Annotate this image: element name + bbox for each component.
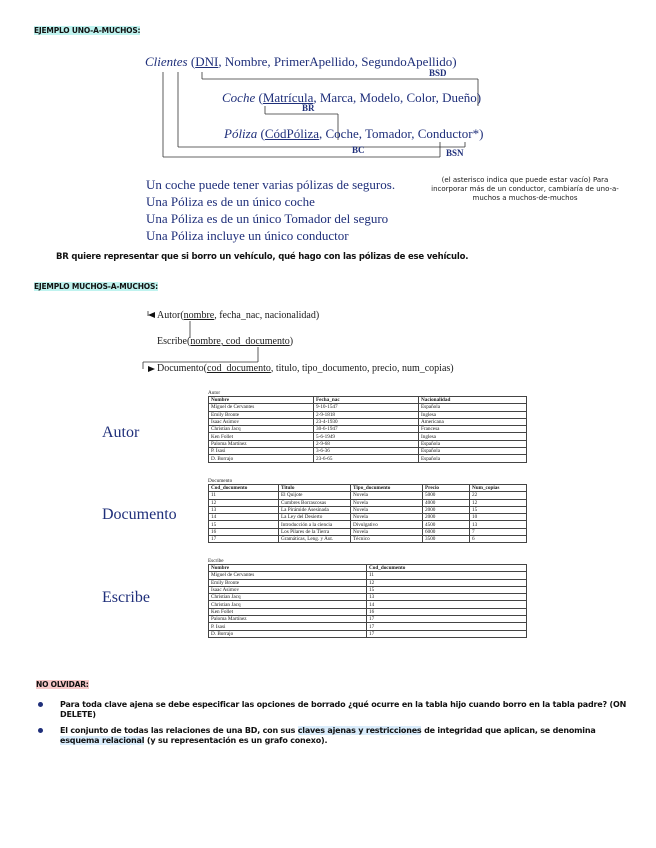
- table-cell: Novela: [351, 506, 423, 513]
- attributes: , Marca, Modelo, Color, Dueño): [313, 90, 482, 105]
- table-cell: 17: [367, 623, 527, 630]
- table-cell: Emily Bronte: [209, 411, 314, 418]
- attributes: , Coche, Tomador, Conductor*): [319, 126, 484, 141]
- table-cell: Miguel de Cervantes: [209, 404, 314, 411]
- heading-no-olvidar: NO OLVIDAR:: [36, 680, 89, 689]
- table-cell: 12: [367, 579, 527, 586]
- table-name: Documento(: [157, 363, 207, 374]
- column-header: Nombre: [209, 397, 314, 404]
- table-cell: 12: [470, 499, 527, 506]
- documento-table-block: [208, 478, 527, 543]
- table-row: [209, 506, 527, 513]
- table-body: [209, 404, 527, 462]
- table-cell: Emily Bronte: [209, 579, 367, 586]
- table-cell: Novela: [351, 499, 423, 506]
- primary-key: CódPóliza: [264, 126, 319, 141]
- table-cell: 17: [209, 536, 279, 543]
- primary-key: Matrícula: [262, 90, 314, 105]
- paren: (: [257, 126, 265, 141]
- autor-table-block: [208, 390, 527, 463]
- table-cell: Paloma Martínez: [209, 616, 367, 623]
- table-cell: 13: [209, 506, 279, 513]
- table-row: [209, 586, 527, 593]
- statement: Una Póliza es de un único coche: [146, 194, 315, 209]
- schema-poliza: [224, 126, 483, 142]
- table-cell: Inglesa: [419, 411, 527, 418]
- table-cell: Inglesa: [419, 433, 527, 440]
- table-cell: Christian Jacq: [209, 594, 367, 601]
- column-header: Titulo: [279, 485, 351, 492]
- primary-key: DNI: [195, 54, 219, 69]
- table-cell: 2000: [423, 514, 470, 521]
- table-cell: 5-6-1949: [314, 433, 419, 440]
- table-cell: El Quijote: [279, 492, 351, 499]
- table-cell: Española: [419, 448, 527, 455]
- table-body: [209, 572, 527, 638]
- table-row: [209, 536, 527, 543]
- table-cell: Técnico: [351, 536, 423, 543]
- table-cell: D. Borrajo: [209, 630, 367, 637]
- table-name: Coche: [222, 90, 256, 105]
- br-explanation: BR quiere representar que si borro un vehículo, qué hago con las pólizas de ese vehículo.: [56, 252, 469, 262]
- column-header: Tipo_documento: [351, 485, 423, 492]
- table-cell: Paloma Martínez: [209, 440, 314, 447]
- table-cell: 22: [470, 492, 527, 499]
- table-row: [209, 426, 527, 433]
- table-cell: 14: [367, 601, 527, 608]
- table-row: [209, 579, 527, 586]
- text: El conjunto de todas las relaciones de una BD, con sus: [60, 726, 298, 735]
- table-row: [209, 521, 527, 528]
- table-row: [209, 499, 527, 506]
- table-cell: P. Isasi: [209, 623, 367, 630]
- table-caption: Documento: [208, 478, 233, 484]
- primary-key: nombre: [183, 310, 215, 321]
- table-cell: Isaac Asimov: [209, 586, 367, 593]
- schema-documento: [157, 363, 454, 374]
- table-cell: Christian Jacq: [209, 426, 314, 433]
- table-cell: 23-6-65: [314, 455, 419, 462]
- label-escribe: Escribe: [102, 589, 150, 606]
- table-cell: Gramáticas, Leng. y Aut.: [279, 536, 351, 543]
- key-br: BR: [302, 103, 315, 113]
- table-cell: Americana: [419, 418, 527, 425]
- table-cell: Novela: [351, 514, 423, 521]
- table-row: [209, 492, 527, 499]
- schema-clientes: [145, 54, 457, 70]
- schema-coche: [222, 90, 481, 106]
- table-row: [209, 616, 527, 623]
- table-cell: Miguel de Cervantes: [209, 572, 367, 579]
- table-name: Autor(: [157, 310, 184, 321]
- text: (y su representación es un grafo conexo).: [144, 736, 328, 745]
- column-header: Nacionalidad: [419, 397, 527, 404]
- table-cell: D. Borrajo: [209, 455, 314, 462]
- table-cell: Novela: [351, 492, 423, 499]
- table-cell: 12: [209, 499, 279, 506]
- statement: Una Póliza es de un único Tomador del seguro: [146, 211, 389, 226]
- table-body: [209, 492, 527, 543]
- table-cell: 4500: [423, 521, 470, 528]
- statement: Una Póliza incluye un único conductor: [146, 228, 349, 243]
- table-cell: 3-6-36: [314, 448, 419, 455]
- highlight: claves ajenas y restricciones: [297, 726, 422, 735]
- primary-key: cod_documento: [207, 363, 271, 374]
- table-cell: Cumbres Borrascosas: [279, 499, 351, 506]
- table-cell: 2-9-68: [314, 440, 419, 447]
- column-header: Num_copias: [470, 485, 527, 492]
- label-autor: Autor: [102, 424, 140, 441]
- asterisk-note: (el asterisco indica que puede estar vacío) Para incorporar más de un conductor, cambiaría de uno-a-muchos a muchos-de-muchos: [431, 176, 619, 202]
- label-documento: Documento: [102, 506, 177, 523]
- table-row: [209, 448, 527, 455]
- attributes: , Nombre, PrimerApellido, SegundoApellido): [218, 54, 457, 69]
- highlight: esquema relacional: [60, 736, 145, 745]
- column-header: Nombre: [209, 565, 367, 572]
- schema-autor: [157, 310, 319, 321]
- table-cell: Christian Jacq: [209, 601, 367, 608]
- heading-uno-a-muchos: EJEMPLO UNO-A-MUCHOS:: [34, 26, 141, 35]
- table-cell: 6: [470, 536, 527, 543]
- table-cell: 9-10-1547: [314, 404, 419, 411]
- table-row: [209, 623, 527, 630]
- table-row: [209, 572, 527, 579]
- paren: (: [255, 90, 263, 105]
- heading-muchos-a-muchos: EJEMPLO MUCHOS-A-MUCHOS:: [34, 282, 158, 291]
- table-cell: 3500: [423, 536, 470, 543]
- table-cell: La Pirámide Asesinada: [279, 506, 351, 513]
- table-cell: 16: [367, 608, 527, 615]
- table-cell: P. Isasi: [209, 448, 314, 455]
- table-row: [209, 418, 527, 425]
- table-cell: 2-9-1818: [314, 411, 419, 418]
- table-header-row: [209, 565, 527, 572]
- note-bullet-1: Para toda clave ajena se debe especificar las opciones de borrado ¿qué ocurre en la tabla hijo cuando borro en la tabla padre? (ON DELETE): [60, 700, 627, 719]
- paren: (: [187, 54, 196, 69]
- table-row: [209, 608, 527, 615]
- escribe-table-block: [208, 558, 527, 638]
- table-cell: 10: [470, 514, 527, 521]
- bullet-icon: [38, 728, 43, 733]
- column-header: Precio: [423, 485, 470, 492]
- attributes: , fecha_nac, nacionalidad): [214, 310, 320, 321]
- table-row: [209, 601, 527, 608]
- statement: Un coche puede tener varias pólizas de seguros.: [146, 177, 396, 192]
- table-header-row: [209, 485, 527, 492]
- bullet-icon: [38, 702, 43, 707]
- table-cell: 14: [209, 514, 279, 521]
- table-cell: 7: [470, 528, 527, 535]
- autor-table: [208, 396, 527, 463]
- table-cell: Isaac Asimov: [209, 418, 314, 425]
- key-bsn: BSN: [446, 148, 464, 158]
- table-cell: 15: [470, 506, 527, 513]
- text: de integridad que aplican, se denomina: [421, 726, 596, 735]
- table-row: [209, 455, 527, 462]
- key-bsd: BSD: [429, 68, 447, 78]
- table-name: Escribe(: [157, 336, 191, 347]
- table-cell: 13: [470, 521, 527, 528]
- table-cell: 15: [209, 521, 279, 528]
- table-row: [209, 404, 527, 411]
- table-row: [209, 528, 527, 535]
- table-cell: Ken Follet: [209, 608, 367, 615]
- table-cell: Española: [419, 455, 527, 462]
- table-row: [209, 594, 527, 601]
- table-cell: Los Pilares de la Tierra: [279, 528, 351, 535]
- statement-list: [146, 176, 395, 244]
- schema-escribe: [157, 336, 293, 347]
- table-cell: Ken Follet: [209, 433, 314, 440]
- table-cell: 4000: [423, 499, 470, 506]
- table-name: Póliza: [224, 126, 258, 141]
- table-cell: Francesa: [419, 426, 527, 433]
- column-header: Cod_documento: [209, 485, 279, 492]
- table-row: [209, 440, 527, 447]
- table-cell: Española: [419, 440, 527, 447]
- column-header: Fecha_nac: [314, 397, 419, 404]
- table-row: [209, 433, 527, 440]
- table-row: [209, 514, 527, 521]
- table-cell: 30-6-1947: [314, 426, 419, 433]
- attributes: , titulo, tipo_documento, precio, num_copias): [270, 363, 454, 374]
- table-cell: La Ley del Desierto: [279, 514, 351, 521]
- attributes: ): [289, 336, 294, 347]
- table-cell: 16: [209, 528, 279, 535]
- table-cell: 15: [367, 586, 527, 593]
- escribe-table: [208, 564, 527, 638]
- table-cell: 11: [367, 572, 527, 579]
- column-header: Cod_documento: [367, 565, 527, 572]
- table-cell: 11: [209, 492, 279, 499]
- table-cell: 6000: [423, 528, 470, 535]
- table-cell: 23-4-1930: [314, 418, 419, 425]
- table-cell: Divulgativo: [351, 521, 423, 528]
- table-cell: Española: [419, 404, 527, 411]
- table-cell: Novela: [351, 528, 423, 535]
- table-name: Clientes: [145, 54, 188, 69]
- table-row: [209, 630, 527, 637]
- table-cell: 2000: [423, 506, 470, 513]
- note-bullet-2: [60, 726, 630, 746]
- documento-table: [208, 484, 527, 543]
- key-bc: BC: [352, 145, 365, 155]
- table-caption: Escribe: [208, 558, 224, 564]
- table-header-row: [209, 397, 527, 404]
- primary-key: nombre, cod_documento: [190, 336, 290, 347]
- table-cell: 17: [367, 630, 527, 637]
- table-row: [209, 411, 527, 418]
- table-cell: Introducción a la ciencia: [279, 521, 351, 528]
- table-cell: 17: [367, 616, 527, 623]
- table-cell: 5000: [423, 492, 470, 499]
- table-caption: Autor: [208, 390, 221, 396]
- table-cell: 13: [367, 594, 527, 601]
